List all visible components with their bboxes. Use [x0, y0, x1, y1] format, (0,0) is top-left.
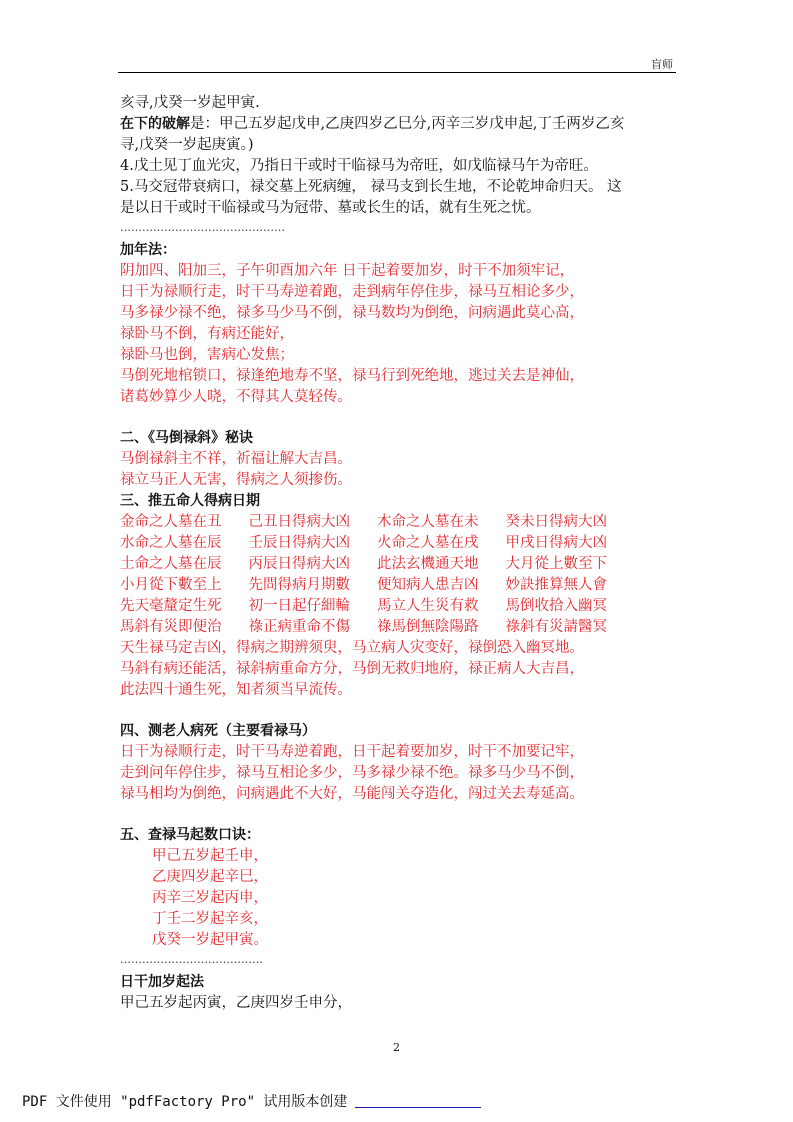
verse-line: 此法四十通生死，知者须当早流传。 [120, 682, 352, 698]
verse-cell: 金命之人墓在丑 [120, 514, 222, 530]
page-number: 2 [393, 1041, 400, 1054]
verse-line: 走到问年停住步，禄马互相论多少，马多禄少禄不绝。禄多马少马不倒， [120, 765, 584, 781]
verse-cell: 癸未日得病大凶 [505, 514, 607, 530]
verse-cell: 火命之人墓在戌 [377, 535, 479, 551]
verse-line: 阴加四、阳加三，子午卯酉加六年 日干起着要加岁，时干不加须牢记， [120, 263, 575, 279]
verse-line: 日干为禄顺行走，时干马寿逆着跑，日干起着要加岁，时干不加要记牢， [120, 744, 584, 760]
verse-block [120, 449, 680, 491]
verse-line: 丙辛三岁起丙申， [152, 890, 268, 906]
page-content [120, 93, 680, 1014]
verse-block [120, 261, 680, 408]
text-line [120, 114, 680, 135]
verse-grid-row [120, 596, 680, 617]
spacer [120, 408, 680, 428]
verse-line: 丁壬二岁起辛亥， [152, 911, 268, 927]
verse-grid-row [120, 512, 680, 533]
verse-line: 戊癸一岁起甲寅。 [152, 932, 268, 948]
verse-line: 禄马相均为倒绝，问病遇此不大好，马能闯关夺造化，闯过关去寿延高。 [120, 786, 584, 802]
verse-cell: 先問得病月期數 [248, 577, 350, 593]
verse-line: 禄卧马不倒，有病还能好， [120, 326, 294, 342]
bold-label: 在下的破解 [120, 116, 190, 132]
verse-cell: 祿正病重命不傷 [248, 619, 350, 635]
verse-line: 马倒死地棺锁口，禄逢绝地寿不坚，禄马行到死绝地，逃过关去是神仙， [120, 368, 584, 384]
verse-block [120, 742, 680, 805]
section-heading: 三、推五命人得病日期 [120, 493, 260, 509]
verse-cell: 大月從上數至下 [505, 556, 607, 572]
text-line: 4.戊土见丁血光灾，乃指日干或时干临禄马为帝旺，如戊临禄马午为帝旺。 [120, 158, 598, 174]
text-line: 是以日干或时干临禄或马为冠带、墓或长生的话，就有生死之忧。 [120, 200, 541, 216]
verse-cell: 馬倒收拾入幽冥 [505, 598, 607, 614]
verse-cell: 甲戌日得病大凶 [505, 535, 607, 551]
text-span: 是：甲己五岁起戊申,乙庚四岁乙巳分,丙辛三岁戊申起,丁壬两岁乙亥 [190, 116, 625, 132]
verse-cell: 便知病人患吉凶 [377, 577, 479, 593]
verse-grid-row [120, 533, 680, 554]
verse-grid [120, 512, 680, 638]
section-heading: 加年法： [120, 242, 176, 258]
verse-line: 天生禄马定吉凶，得病之期辨须臾，马立病人灾变好，禄倒恐入幽冥地。 [120, 640, 584, 656]
verse-grid-row [120, 617, 680, 638]
section-heading: 日干加岁起法 [120, 974, 204, 990]
section-heading: 二、《马倒禄斜》秘诀 [120, 430, 253, 446]
verse-cell: 木命之人墓在未 [377, 514, 479, 530]
verse-cell: 祿斜有災請醫冥 [505, 619, 607, 635]
verse-line: 日干为禄顺行走，时干马寿逆着跑，走到病年停住步，禄马互相论多少， [120, 284, 584, 300]
header-rule [118, 72, 676, 73]
footer-link[interactable] [355, 1093, 481, 1108]
verse-line: 马斜有病还能活，禄斜病重命方分，马倒无救归地府，禄正病人大吉昌， [120, 661, 584, 677]
text-line: 5.马交冠带衰病口，禄交墓上死病缠， 禄马支到长生地，不论乾坤命归天。 这 [120, 179, 622, 195]
verse-cell: 祿馬倒無陰陽路 [377, 619, 479, 635]
section-heading: 五、查禄马起数口诀： [120, 827, 260, 843]
dotted-separator: ………………………………… [120, 953, 263, 966]
section-heading: 四、测老人病死（主要看禄马） [120, 723, 316, 739]
verse-cell: 丙辰日得病大凶 [248, 556, 350, 572]
dotted-separator: ……………………………………… [120, 221, 285, 234]
verse-line: 甲己五岁起壬申， [152, 848, 268, 864]
verse-cell: 小月從下數至上 [120, 577, 222, 593]
verse-cell: 壬辰日得病大凶 [248, 535, 350, 551]
running-header: 盲师 [651, 58, 673, 71]
pdf-footer [22, 1091, 481, 1111]
text-line: 寻,戊癸一岁起庚寅。) [120, 137, 254, 153]
verse-cell: 此法玄機通天地 [377, 556, 479, 572]
text-line: 甲己五岁起丙寅，乙庚四岁壬申分， [120, 995, 352, 1011]
verse-line: 禄立马正人无害，得病之人须掺伤。 [120, 472, 352, 488]
verse-line: 禄卧马也倒，害病心发焦； [120, 347, 294, 363]
verse-grid-row [120, 575, 680, 596]
spacer [120, 805, 680, 825]
text-line: 亥寻,戊癸一岁起甲寅. [120, 95, 260, 111]
verse-cell: 妙訣推算無人會 [505, 577, 607, 593]
verse-line: 乙庚四岁起辛巳， [152, 869, 268, 885]
verse-cell: 先天毫釐定生死 [120, 598, 222, 614]
verse-cell: 馬立人生災有救 [377, 598, 479, 614]
verse-line: 马倒禄斜主不祥，祈福让解大吉昌。 [120, 451, 352, 467]
verse-cell: 水命之人墓在辰 [120, 535, 222, 551]
verse-cell: 己丑日得病大凶 [248, 514, 350, 530]
verse-cell: 馬斜有災即便治 [120, 619, 222, 635]
verse-block [120, 846, 680, 951]
verse-line: 诸葛妙算少人哓，不得其人莫轻传。 [120, 389, 352, 405]
verse-grid-row [120, 554, 680, 575]
verse-block [120, 638, 680, 701]
verse-line: 马多禄少禄不绝，禄多马少马不倒，禄马数均为倒绝，问病遇此莫心高， [120, 305, 584, 321]
spacer [120, 701, 680, 721]
footer-text: PDF 文件使用 "pdfFactory Pro" 试用版本创建 [22, 1094, 348, 1110]
verse-cell: 初一日起仔細輪 [248, 598, 350, 614]
verse-cell: 土命之人墓在辰 [120, 556, 222, 572]
